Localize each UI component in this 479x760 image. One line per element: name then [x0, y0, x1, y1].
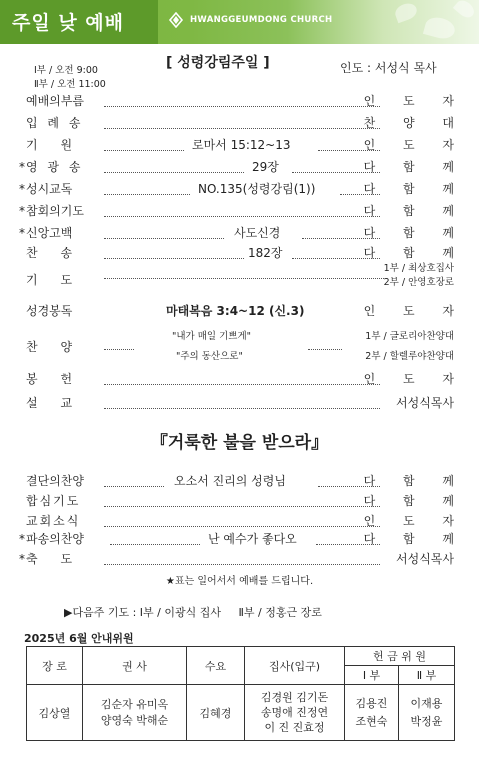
- order-leader: 인 도 자: [363, 514, 466, 528]
- order-leader: 다 함 께: [363, 494, 466, 508]
- order-label: 찬 양: [26, 340, 73, 354]
- stand-mark: *: [19, 552, 25, 566]
- offering-second-names: [399, 685, 455, 741]
- dot-leader: [104, 114, 380, 129]
- order-leader: 다 함 께: [363, 182, 466, 196]
- dot-leader: [104, 158, 244, 173]
- order-label: 기 원: [26, 138, 73, 152]
- stand-mark: *: [19, 226, 25, 240]
- dot-leader: [104, 180, 190, 195]
- header-elder: 장 로: [27, 647, 83, 685]
- order-leader: 인 도 자: [363, 138, 466, 152]
- committee-table: [26, 646, 455, 741]
- name-line: 김경원 김기돈: [260, 691, 329, 704]
- header-deaconess: 권 사: [83, 647, 187, 685]
- service-theme: [ 성령강림주일 ]: [166, 55, 270, 71]
- dot-leader: [110, 530, 200, 545]
- header-deacon: 집사(입구): [245, 647, 345, 685]
- anthem-row: [26, 328, 454, 366]
- deacon-names: [245, 685, 345, 741]
- name-line: 김용진: [355, 696, 388, 710]
- order-detail: 182장: [248, 246, 283, 260]
- anthem-song-1: "내가 매일 기쁘게": [172, 331, 252, 342]
- order-detail: 오소서 진리의 성령님: [174, 474, 286, 488]
- order-leader: 인 도 자: [363, 94, 466, 108]
- name-line: 송명애 진정연: [260, 706, 329, 719]
- order-leader: 서성식목사: [396, 396, 454, 410]
- order-leader: 다 함 께: [363, 226, 466, 240]
- order-label: 성경봉독: [26, 304, 73, 318]
- order-leader: 다 함 께: [363, 160, 466, 174]
- scripture-row: [26, 302, 466, 320]
- sermon-title: 『거룩한 불을 받으라』: [150, 433, 329, 453]
- stand-mark: *: [19, 160, 25, 174]
- order-row: [19, 202, 466, 220]
- name-line: 이재용: [410, 696, 443, 710]
- order-leader: 다 함 께: [363, 532, 466, 546]
- name-line: 박정윤: [410, 714, 443, 728]
- name-line: 이 진 진효정: [264, 721, 325, 734]
- order-leader: 다 함 께: [363, 474, 466, 488]
- order-row: [26, 136, 466, 154]
- dot-leader: [104, 202, 380, 217]
- order-leader: 서성식목사: [396, 552, 454, 566]
- order-detail: NO.135(성령강림(1)): [198, 182, 316, 196]
- stand-mark: *: [19, 204, 25, 218]
- order-label: 봉 헌: [26, 372, 73, 386]
- order-row: [19, 158, 466, 176]
- deaconess-names: [83, 685, 187, 741]
- name-line: 조현숙: [355, 714, 388, 728]
- choir-first-service: 1부 / 글로리아찬양대: [365, 331, 454, 342]
- dot-leader: [104, 492, 380, 507]
- service-leader: 인도 : 서성식 목사: [340, 61, 437, 75]
- order-label: 기 도: [26, 273, 73, 287]
- order-label: 파송의찬양: [26, 532, 84, 546]
- stand-mark: *: [19, 532, 25, 546]
- dot-leader: [104, 335, 134, 350]
- prayer-row: [26, 263, 454, 294]
- dot-leader: [104, 472, 164, 487]
- service-time-2: Ⅱ부 / 오전 11:00: [34, 79, 106, 90]
- dot-leader: [104, 224, 224, 239]
- dot-leader: [104, 370, 380, 385]
- dot-leader: [104, 92, 380, 107]
- prayer-second-service: 2부 / 안영호장로: [383, 277, 454, 288]
- offering-first-names: [345, 685, 399, 741]
- dot-leader: [104, 512, 380, 527]
- order-row: [26, 244, 466, 262]
- order-row: [19, 180, 466, 198]
- sermon-row: [26, 394, 454, 412]
- header-wednesday: 수요: [187, 647, 245, 685]
- header-first-service: Ⅰ 부: [345, 666, 399, 685]
- stand-mark: *: [19, 182, 25, 196]
- dot-leader: [104, 264, 384, 279]
- prayer-first-service: 1부 / 최상호집사: [383, 263, 454, 274]
- order-row: [19, 224, 466, 242]
- order-label: 성시교독: [26, 182, 73, 196]
- order-label: 찬 송: [26, 246, 73, 260]
- order-label: 교회소식: [26, 514, 81, 528]
- order-label: 입 례 송: [26, 116, 84, 130]
- page-title: 주일 낮 예배: [12, 12, 124, 34]
- order-label: 신앙고백: [26, 226, 73, 240]
- order-label: 설 교: [26, 396, 73, 410]
- committee-title: 2025년 6월 안내위원: [24, 632, 134, 645]
- order-row: [26, 92, 466, 110]
- order-label: 참회의기도: [26, 204, 84, 218]
- dot-leader: [308, 335, 342, 350]
- choir-second-service: 2부 / 할렐루야찬양대: [365, 351, 454, 362]
- order-detail: 난 예수가 좋다오: [208, 532, 297, 546]
- order-row: [26, 472, 466, 490]
- church-logo-icon: [168, 12, 184, 28]
- order-row: [26, 512, 466, 530]
- order-leader: 다 함 께: [363, 204, 466, 218]
- order-detail: 29장: [252, 160, 279, 174]
- order-leader: 인 도 자: [363, 304, 466, 318]
- anthem-song-2: "주의 동산으로": [176, 351, 243, 362]
- order-label: 합심기도: [26, 494, 81, 508]
- offering-row: [26, 370, 466, 388]
- header-offering: 헌 금 위 원: [345, 647, 455, 666]
- order-row: [26, 114, 466, 132]
- header-second-service: Ⅱ 부: [399, 666, 455, 685]
- order-label: 영 광 송: [26, 160, 84, 174]
- elder-name: 김상열: [27, 685, 83, 741]
- dot-leader: [104, 244, 244, 259]
- order-row: [19, 550, 454, 568]
- order-detail: 로마서 15:12~13: [192, 138, 291, 152]
- wednesday-name: 김혜경: [187, 685, 245, 741]
- name-line: 양영숙 박해순: [100, 713, 169, 727]
- dot-leader: [104, 550, 380, 565]
- order-label: 예배의부름: [26, 94, 84, 108]
- order-row: [19, 530, 466, 548]
- order-leader: 찬 양 대: [363, 116, 466, 130]
- next-week-prayer: ▶다음주 기도 : Ⅰ부 / 이광식 집사 Ⅱ부 / 정홍근 장로: [64, 606, 322, 619]
- order-label: 축 도: [26, 552, 73, 566]
- name-line: 김순자 유미옥: [100, 697, 169, 711]
- scripture-passage: 마태복음 3:4~12 (신.3): [166, 304, 305, 318]
- order-row: [26, 492, 466, 510]
- order-leader: 다 함 께: [363, 246, 466, 260]
- service-time-1: Ⅰ부 / 오전 9:00: [34, 65, 98, 76]
- order-detail: 사도신경: [234, 226, 281, 240]
- dot-leader: [104, 136, 184, 151]
- church-name: HWANGGEUMDONG CHURCH: [190, 15, 333, 25]
- dot-leader: [104, 394, 380, 409]
- standing-note: ★표는 일어서서 예배를 드립니다.: [165, 576, 314, 587]
- order-label: 결단의찬양: [26, 474, 84, 488]
- order-leader: 인 도 자: [363, 372, 466, 386]
